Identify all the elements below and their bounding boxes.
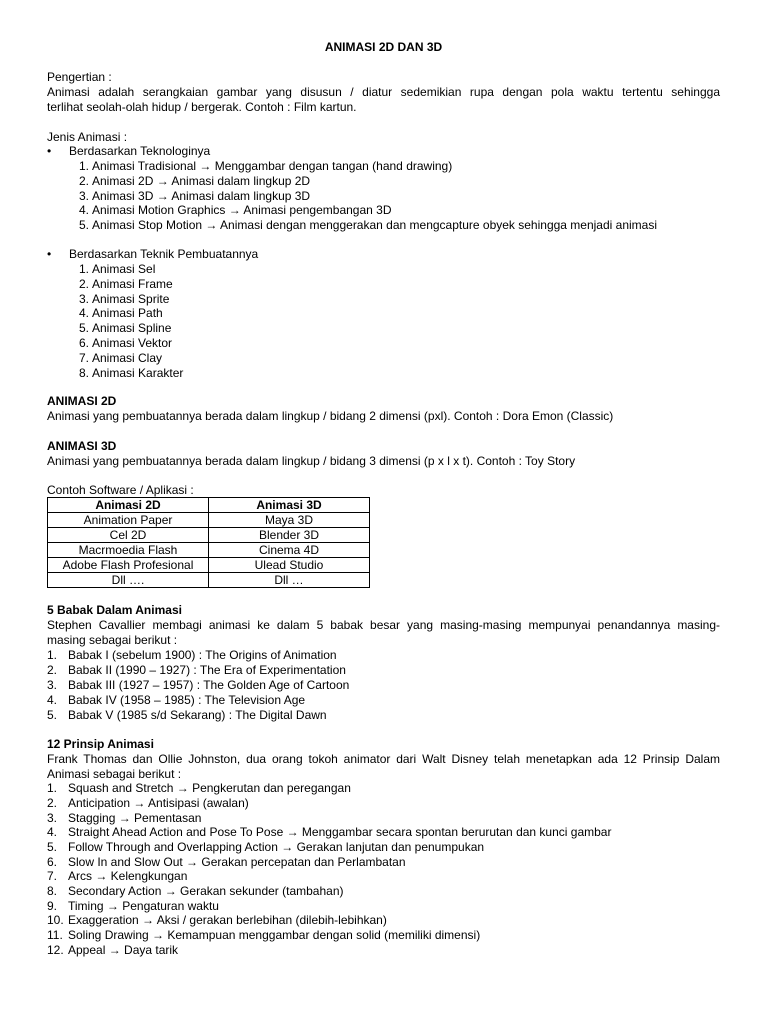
table-cell: Cinema 4D — [209, 543, 370, 558]
teknologi-label: Berdasarkan Teknologinya — [69, 144, 211, 158]
table-cell: Cel 2D — [48, 528, 209, 543]
bullet-icon: • — [47, 144, 52, 158]
pengertian-text-line-2: terlihat seolah-olah hidup / bergerak. Contoh : Film kartun. — [47, 100, 357, 114]
table-row — [48, 543, 370, 558]
babak-intro-line-2: masing sebagai berikut : — [47, 633, 178, 647]
animasi3d-heading: ANIMASI 3D — [47, 439, 117, 453]
table-row — [48, 573, 370, 588]
pengertian-heading: Pengertian : — [47, 70, 112, 84]
table-cell: Blender 3D — [209, 528, 370, 543]
babak-intro-line-1: Stephen Cavallier membagi animasi ke dalam 5 babak besar yang masing-masing mempunyai penandannya masing- — [47, 618, 720, 632]
table-cell: Maya 3D — [209, 513, 370, 528]
teknik-label: Berdasarkan Teknik Pembuatannya — [69, 247, 259, 261]
table-cell: Ulead Studio — [209, 558, 370, 573]
prinsip-intro-line-2: Animasi sebagai berikut : — [47, 767, 182, 781]
prinsip-intro-line-1: Frank Thomas dan Ollie Johnston, dua orang tokoh animator dari Walt Disney telah menetapkan ada 12 Prinsip Dalam — [47, 752, 720, 766]
table-header-cell: Animasi 3D — [209, 498, 370, 513]
jenis-heading: Jenis Animasi : — [47, 130, 128, 144]
pengertian-text-line-1: Animasi adalah serangkaian gambar yang disusun / diatur sedemikian rupa dengan pola waktu tertentu sehingga — [47, 85, 720, 99]
animasi2d-heading: ANIMASI 2D — [47, 394, 117, 408]
document-title: ANIMASI 2D DAN 3D — [324, 40, 443, 54]
table-cell: Dll …. — [48, 573, 209, 588]
table-header-row — [48, 498, 370, 513]
bullet-icon: • — [47, 247, 52, 261]
software-table — [47, 497, 370, 588]
animasi2d-text: Animasi yang pembuatannya berada dalam lingkup / bidang 2 dimensi (pxl). Contoh : Dora Emon (Classic) — [47, 409, 614, 423]
animasi3d-text: Animasi yang pembuatannya berada dalam lingkup / bidang 3 dimensi (p x l x t). Contoh : Toy Story — [47, 454, 576, 468]
prinsip-heading: 12 Prinsip Animasi — [47, 737, 154, 751]
babak-heading: 5 Babak Dalam Animasi — [47, 603, 182, 617]
table-cell: Adobe Flash Profesional — [48, 558, 209, 573]
table-row — [48, 558, 370, 573]
software-heading: Contoh Software / Aplikasi : — [47, 483, 194, 497]
table-cell: Dll … — [209, 573, 370, 588]
table-header-cell: Animasi 2D — [48, 498, 209, 513]
table-row — [48, 528, 370, 543]
table-row — [48, 513, 370, 528]
table-cell: Animation Paper — [48, 513, 209, 528]
table-cell: Macrmoedia Flash — [48, 543, 209, 558]
